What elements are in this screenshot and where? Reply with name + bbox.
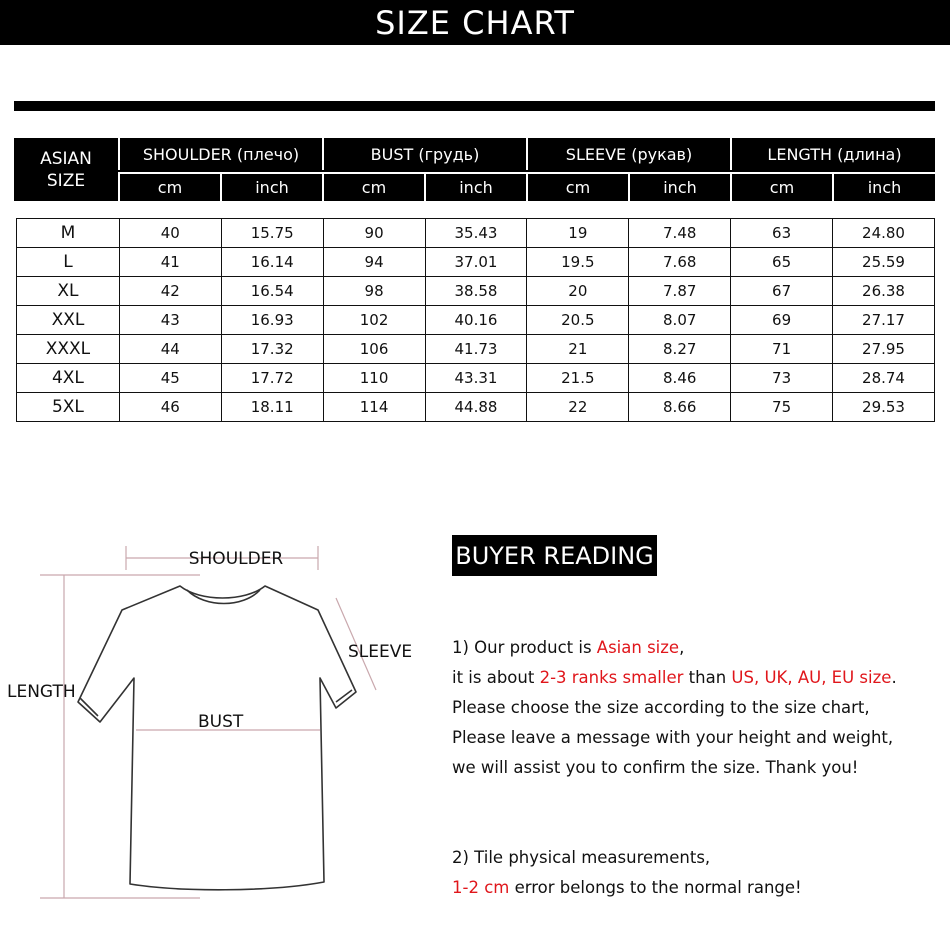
shoulder-inch-header: inch: [220, 172, 322, 201]
bust-label: BUST: [198, 712, 244, 732]
table-cell: 19: [527, 219, 629, 248]
table-cell: 44.88: [425, 393, 527, 422]
table-row: [17, 335, 935, 364]
table-cell: 8.46: [629, 364, 731, 393]
table-cell: 15.75: [221, 219, 323, 248]
table-row: [17, 306, 935, 335]
note-text: .: [891, 668, 897, 687]
sleeve-cm-header: cm: [526, 172, 628, 201]
size-cell: XXXL: [17, 335, 120, 364]
table-cell: 19.5: [527, 248, 629, 277]
table-cell: 16.14: [221, 248, 323, 277]
note-text: ,: [679, 638, 685, 657]
table-cell: 7.68: [629, 248, 731, 277]
table-row: [17, 219, 935, 248]
buyer-reading-title: BUYER READING: [455, 541, 654, 570]
table-cell: 27.17: [833, 306, 935, 335]
tshirt-diagram: [0, 540, 440, 940]
table-cell: 71: [731, 335, 833, 364]
shoulder-label: SHOULDER: [188, 549, 284, 569]
size-cell: 4XL: [17, 364, 120, 393]
table-cell: 8.07: [629, 306, 731, 335]
table-cell: 37.01: [425, 248, 527, 277]
note1-line1: [452, 638, 684, 657]
note1-line2: [452, 668, 897, 687]
table-row: [17, 277, 935, 306]
table-cell: 21.5: [527, 364, 629, 393]
size-cell: L: [17, 248, 120, 277]
table-cell: 42: [119, 277, 221, 306]
table-cell: 67: [731, 277, 833, 306]
table-cell: 7.48: [629, 219, 731, 248]
collar-line: [187, 590, 260, 604]
table-row: [17, 248, 935, 277]
table-cell: 26.38: [833, 277, 935, 306]
error-range-highlight: 1-2 cm: [452, 878, 510, 897]
size-cell: XL: [17, 277, 120, 306]
table-cell: 46: [119, 393, 221, 422]
table-cell: 114: [323, 393, 425, 422]
bust-inch-header: inch: [424, 172, 526, 201]
bust-header: BUST (грудь): [322, 138, 526, 170]
table-cell: 75: [731, 393, 833, 422]
table-header: [14, 138, 935, 201]
size-cell: XXL: [17, 306, 120, 335]
length-label: LENGTH: [7, 682, 76, 702]
table-cell: 35.43: [425, 219, 527, 248]
table-cell: 29.53: [833, 393, 935, 422]
region-size-highlight: US, UK, AU, EU size: [731, 668, 892, 687]
sleeve-header: SLEEVE (рукав): [526, 138, 730, 170]
table-cell: 69: [731, 306, 833, 335]
note-text: than: [683, 668, 732, 687]
length-header: LENGTH (длина): [730, 138, 937, 170]
bust-cm-header: cm: [322, 172, 424, 201]
page-title: SIZE CHART: [375, 3, 575, 42]
table-cell: 17.32: [221, 335, 323, 364]
divider-bar: [14, 101, 935, 111]
table-cell: 16.93: [221, 306, 323, 335]
asian-size-highlight: Asian size: [596, 638, 680, 657]
note-text: it is about: [452, 668, 540, 687]
table-cell: 27.95: [833, 335, 935, 364]
title-bar: [0, 0, 950, 45]
table-cell: 22: [527, 393, 629, 422]
note-text: 1) Our product is: [452, 638, 597, 657]
table-row: [17, 364, 935, 393]
table-cell: 44: [119, 335, 221, 364]
table-cell: 18.11: [221, 393, 323, 422]
table-cell: 110: [323, 364, 425, 393]
note1-line3: Please choose the size according to the size chart,: [452, 698, 870, 717]
asian-size-line2: SIZE: [46, 170, 86, 191]
table-cell: 24.80: [833, 219, 935, 248]
table-row: [17, 393, 935, 422]
size-table: [16, 218, 935, 422]
table-cell: 73: [731, 364, 833, 393]
ranks-highlight: 2-3 ranks smaller: [539, 668, 684, 687]
table-cell: 106: [323, 335, 425, 364]
table-cell: 8.27: [629, 335, 731, 364]
table-cell: 28.74: [833, 364, 935, 393]
tshirt-body: [78, 586, 356, 890]
size-cell: 5XL: [17, 393, 120, 422]
table-cell: 17.72: [221, 364, 323, 393]
table-cell: 41.73: [425, 335, 527, 364]
note-text: error belongs to the normal range!: [509, 878, 802, 897]
table-cell: 41: [119, 248, 221, 277]
size-cell: M: [17, 219, 120, 248]
length-inch-header: inch: [832, 172, 935, 201]
sleeve-inch-header: inch: [628, 172, 730, 201]
table-cell: 43: [119, 306, 221, 335]
table-cell: 40.16: [425, 306, 527, 335]
tshirt-outline: [78, 586, 356, 890]
note1-line5: we will assist you to confirm the size. Thank you!: [452, 758, 859, 777]
asian-size-header: [14, 138, 118, 201]
shoulder-cm-header: cm: [118, 172, 220, 201]
table-cell: 90: [323, 219, 425, 248]
table-cell: 102: [323, 306, 425, 335]
shoulder-header: SHOULDER (плечо): [118, 138, 322, 170]
table-cell: 40: [119, 219, 221, 248]
table-cell: 8.66: [629, 393, 731, 422]
cuff-right: [336, 690, 352, 702]
table-cell: 45: [119, 364, 221, 393]
table-cell: 7.87: [629, 277, 731, 306]
table-cell: 16.54: [221, 277, 323, 306]
buyer-reading-banner: [452, 535, 657, 576]
note2-line1: 2) Tile physical measurements,: [452, 848, 711, 867]
asian-size-line1: ASIAN: [40, 148, 92, 169]
table-cell: 38.58: [425, 277, 527, 306]
sleeve-label: SLEEVE: [348, 642, 413, 662]
table-cell: 94: [323, 248, 425, 277]
table-cell: 43.31: [425, 364, 527, 393]
table-cell: 65: [731, 248, 833, 277]
note1-line4: Please leave a message with your height and weight,: [452, 728, 894, 747]
table-cell: 21: [527, 335, 629, 364]
table-cell: 25.59: [833, 248, 935, 277]
table-cell: 98: [323, 277, 425, 306]
table-cell: 20: [527, 277, 629, 306]
length-cm-header: cm: [730, 172, 832, 201]
table-cell: 63: [731, 219, 833, 248]
table-cell: 20.5: [527, 306, 629, 335]
note2-line2: [452, 878, 802, 897]
